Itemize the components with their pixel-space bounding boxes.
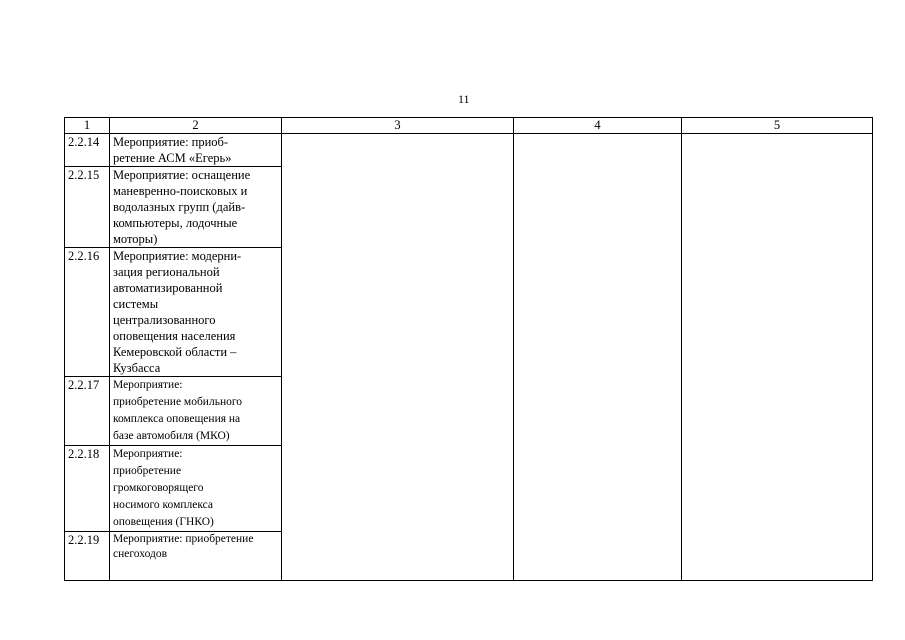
header-cell-4: 4 [514, 118, 682, 134]
description-line: компьютеры, лодочные [113, 216, 238, 230]
description-line: носимого комплекса [113, 499, 213, 511]
row-description [110, 134, 282, 167]
row-description [110, 248, 282, 377]
description-line: Мероприятие: модерни- [113, 249, 242, 263]
column-5-cell [682, 134, 873, 581]
row-number: 2.2.16 [65, 248, 110, 377]
row-number: 2.2.18 [65, 446, 110, 532]
description-line: оповещения населения [113, 329, 236, 343]
description-line: Кемеровской области – [113, 345, 237, 359]
description-line: приобретение [113, 465, 182, 477]
document-table [64, 117, 873, 581]
description-line: водолазных групп (дайв- [113, 200, 246, 214]
description-line: маневренно-поисковых и [113, 184, 248, 198]
column-3-cell [282, 134, 514, 581]
description-line: Мероприятие: [113, 379, 183, 391]
row-number: 2.2.17 [65, 377, 110, 446]
row-number: 2.2.15 [65, 167, 110, 248]
page-number: 11 [458, 92, 470, 106]
description-line: Мероприятие: приобретение [113, 533, 254, 545]
description-line: приобретение мобильного [113, 396, 243, 408]
row-description [110, 377, 282, 446]
table-row [65, 134, 873, 167]
row-description [110, 532, 282, 581]
row-number: 2.2.14 [65, 134, 110, 167]
row-description [110, 446, 282, 532]
description-line: системы [113, 297, 159, 311]
row-description [110, 167, 282, 248]
description-line: централизованного [113, 313, 216, 327]
column-4-cell [514, 134, 682, 581]
description-line: моторы) [113, 232, 158, 246]
table-header-row [65, 118, 873, 134]
description-line: снегоходов [113, 548, 168, 560]
description-line: оповещения (ГНКО) [113, 516, 214, 528]
header-cell-1: 1 [65, 118, 110, 134]
header-cell-2: 2 [110, 118, 282, 134]
description-line: Мероприятие: оснащение [113, 168, 251, 182]
description-line: Мероприятие: приоб- [113, 135, 229, 149]
row-number: 2.2.19 [65, 532, 110, 581]
description-line: Кузбасса [113, 361, 161, 375]
description-line: громкоговорящего [113, 482, 204, 494]
description-line: зация региональной [113, 265, 220, 279]
description-line: базе автомобиля (МКО) [113, 430, 230, 442]
description-line: комплекса оповещения на [113, 413, 241, 425]
header-cell-5: 5 [682, 118, 873, 134]
description-line: Мероприятие: [113, 448, 183, 460]
description-line: ретение АСМ «Егерь» [113, 151, 232, 165]
description-line: автоматизированной [113, 281, 223, 295]
header-cell-3: 3 [282, 118, 514, 134]
